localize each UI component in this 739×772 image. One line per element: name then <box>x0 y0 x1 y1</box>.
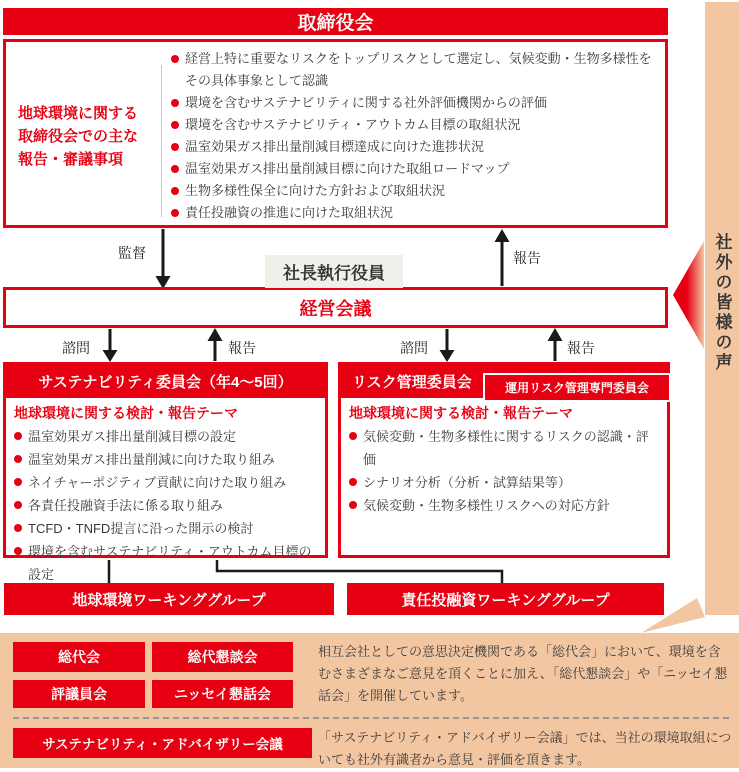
theme-heading: 地球環境に関する検討・報告テーマ <box>349 405 573 421</box>
risk-committee-items <box>349 425 661 517</box>
external-voices-banner <box>705 2 739 615</box>
bullet-dot-icon <box>14 455 22 463</box>
environment-working-group-box: 地球環境ワーキンググループ <box>4 583 334 615</box>
board-of-directors-header: 取締役会 <box>3 8 668 35</box>
sustainability-committee-items <box>14 425 319 586</box>
risk-committee-header <box>341 365 667 398</box>
sustainability-committee <box>3 362 328 582</box>
vertical-divider <box>161 65 162 217</box>
list-item: 温室効果ガス排出量削減目標に向けた取組ロードマップ <box>171 158 661 180</box>
external-voices-label: 社外の皆様の声 <box>712 233 732 373</box>
list-item: 環境を含むサステナビリティ・アウトカム目標の設定 <box>14 540 319 586</box>
board-side-label-line: 報告・審議事項 <box>18 151 124 168</box>
board-of-councillors-box: 評議員会 <box>13 680 145 708</box>
representatives-roundtable-box: 総代懇談会 <box>152 642 293 672</box>
management-meeting-box <box>3 287 668 328</box>
bullet-dot-icon <box>171 165 179 173</box>
report-label: 報告 <box>513 250 541 266</box>
list-item: 環境を含むサステナビリティに関する社外評価機関からの評価 <box>171 92 661 114</box>
board-report-items <box>171 48 661 224</box>
responsible-investment-working-group-box: 責任投融資ワーキンググループ <box>347 583 664 615</box>
board-report-box <box>3 39 668 228</box>
list-item: 気候変動・生物多様性に関するリスクの認識・評価 <box>349 425 661 471</box>
list-item: シナリオ分析（分析・試算結果等） <box>349 471 661 494</box>
risk-committee-title: リスク管理委員会 <box>352 374 472 391</box>
board-side-label-line: 取締役会での主な <box>18 128 139 145</box>
bullet-dot-icon <box>14 501 22 509</box>
bullet-dot-icon <box>171 143 179 151</box>
advisory-description: 「サステナビリティ・アドバイザリー会議」では、当社の環境取組についても社外有識者から意見・評価を頂きます。 <box>318 730 732 767</box>
sustainability-committee-header: サステナビリティ委員会（年4～5回） <box>6 365 325 398</box>
bullet-dot-icon <box>14 524 22 532</box>
president-executive-officer-label: 社長執行役員 <box>265 255 403 288</box>
stakeholder-panel <box>0 633 739 768</box>
bullet-dot-icon <box>349 432 357 440</box>
supervision-label: 監督 <box>118 245 146 261</box>
list-item: 生物多様性保全に向けた方針および取組状況 <box>171 180 661 202</box>
list-item: 各責任投融資手法に係る取り組み <box>14 494 319 517</box>
board-side-label <box>18 102 166 171</box>
list-item: ネイチャーポジティブ貢献に向けた取り組み <box>14 471 319 494</box>
left-arrow-icon <box>673 241 704 349</box>
bullet-dot-icon <box>349 478 357 486</box>
board-side-label-line: 地球環境に関する <box>18 105 139 122</box>
list-item: 環境を含むサステナビリティ・アウトカム目標の取組状況 <box>171 114 661 136</box>
representatives-description: 相互会社としての意思決定機関である「総代会」において、環境を含むさまざまなご意見を頂くことに加え、「総代懇談会」や「ニッセイ懇話会」を開催しています。 <box>318 644 728 703</box>
representatives-meeting-box: 総代会 <box>13 642 145 672</box>
bullet-dot-icon <box>171 187 179 195</box>
list-item: TCFD・TNFD提言に沿った開示の検討 <box>14 517 319 540</box>
bullet-dot-icon <box>349 501 357 509</box>
list-item: 温室効果ガス排出量削減目標の設定 <box>14 425 319 448</box>
bullet-dot-icon <box>14 432 22 440</box>
operational-risk-subcommittee-box: 運用リスク管理専門委員会 <box>483 373 671 402</box>
list-item: 経営上特に重要なリスクをトップリスクとして選定し、気候変動・生物多様性をその具体事象として認識 <box>171 48 661 92</box>
list-item: 責任投融資の推進に向けた取組状況 <box>171 202 661 224</box>
sustainability-advisory-meeting-box: サステナビリティ・アドバイザリー会議 <box>13 728 312 758</box>
bullet-dot-icon <box>14 547 22 555</box>
consultation-label: 諮問 <box>62 340 90 356</box>
bullet-dot-icon <box>171 99 179 107</box>
risk-management-committee <box>338 362 670 558</box>
report-label: 報告 <box>567 340 595 356</box>
theme-heading: 地球環境に関する検討・報告テーマ <box>14 405 238 421</box>
list-item: 温室効果ガス排出量削減目標達成に向けた進捗状況 <box>171 136 661 158</box>
list-item: 気候変動・生物多様性リスクへの対応方針 <box>349 494 661 517</box>
nissay-konwakai-box: ニッセイ懇話会 <box>152 680 293 708</box>
bullet-dot-icon <box>14 478 22 486</box>
bullet-dot-icon <box>171 121 179 129</box>
dashed-divider <box>13 717 729 719</box>
report-label: 報告 <box>228 340 256 356</box>
bullet-dot-icon <box>171 55 179 63</box>
bullet-dot-icon <box>171 209 179 217</box>
management-meeting-title: 経営会議 <box>299 298 372 319</box>
list-item: 温室効果ガス排出量削減に向けた取り組み <box>14 448 319 471</box>
consultation-label: 諮問 <box>400 340 428 356</box>
